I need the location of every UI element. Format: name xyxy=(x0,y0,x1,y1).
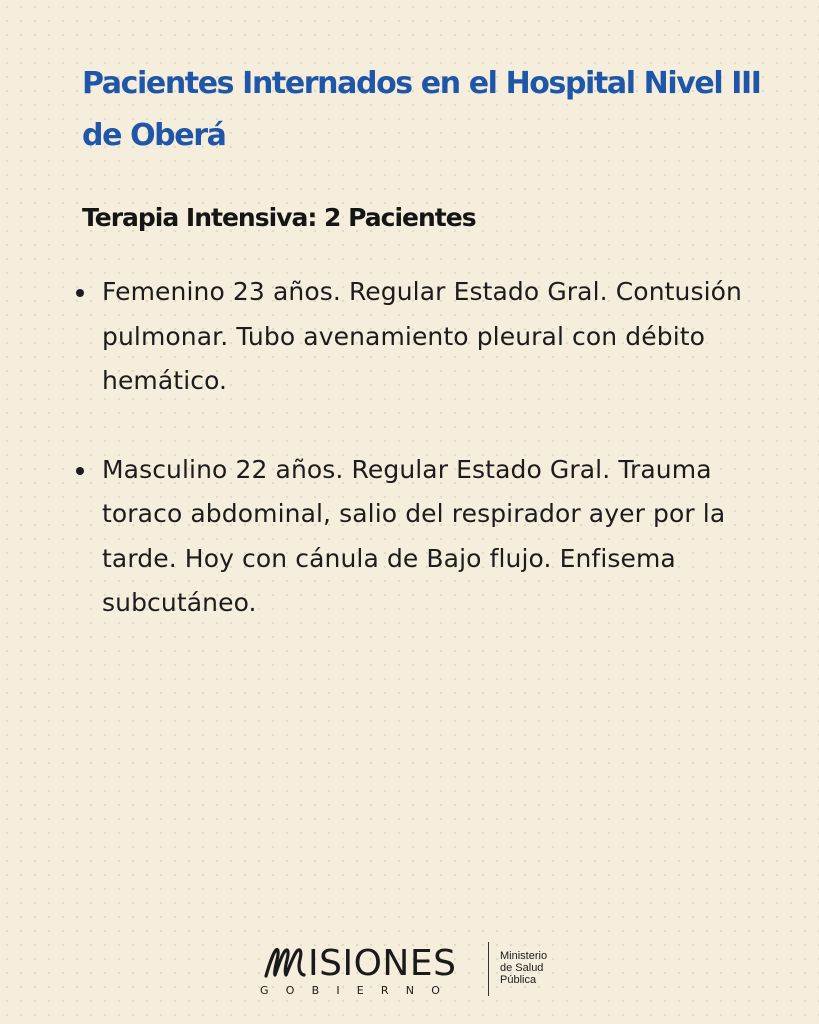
ministry-label xyxy=(500,950,570,986)
misiones-gobierno-logo xyxy=(258,940,568,1000)
script-m-icon xyxy=(262,944,308,980)
ministry-line: Pública xyxy=(500,974,537,986)
ministry-line: de Salud xyxy=(500,962,544,974)
list-item xyxy=(72,448,772,626)
logo-divider xyxy=(488,942,489,996)
bullet-icon xyxy=(76,289,84,297)
section-subtitle: Terapia Intensiva: 2 Pacientes xyxy=(82,203,476,232)
ministry-line: Ministerio xyxy=(500,950,548,962)
page-title: Pacientes Internados en el Hospital Nivel III de Oberá xyxy=(82,66,761,153)
bullet-icon xyxy=(76,467,84,475)
list-item xyxy=(72,270,772,404)
patient-description: Masculino 22 años. Regular Estado Gral. Trauma toraco abdominal, salio del respirador ayer por la tarde. Hoy con cánula de Bajo flujo. Enfisema subcutáneo. xyxy=(102,454,726,617)
patient-description: Femenino 23 años. Regular Estado Gral. Contusión pulmonar. Tubo avenamiento pleural con débito hemático. xyxy=(102,277,742,395)
patient-list xyxy=(72,270,772,670)
logo-wordmark: ISIONES xyxy=(308,943,457,984)
logo-gobierno: GOBIERNO xyxy=(260,984,458,997)
